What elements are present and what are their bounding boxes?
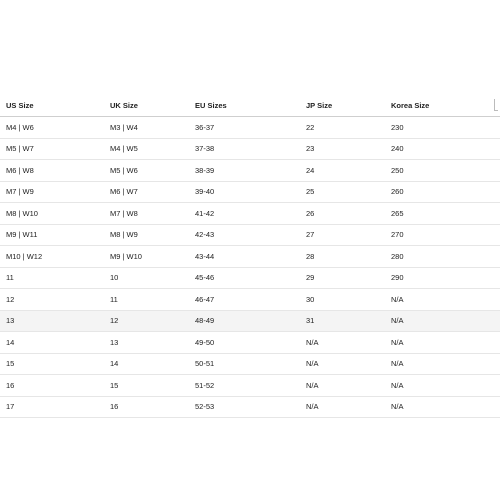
cell-uk-size: 13	[110, 332, 195, 354]
cell-korea-size: 290	[391, 267, 500, 289]
cell-us-size: M4 | W6	[0, 117, 110, 139]
column-header-uk-size: UK Size	[110, 94, 195, 117]
scroll-edge-indicator	[494, 99, 498, 111]
cell-eu-sizes: 50-51	[195, 353, 306, 375]
cell-uk-size: M7 | W8	[110, 203, 195, 225]
cell-eu-sizes: 52-53	[195, 396, 306, 418]
cell-eu-sizes: 42-43	[195, 224, 306, 246]
table-body	[0, 117, 500, 418]
table-row	[0, 396, 500, 418]
cell-jp-size: 22	[306, 117, 391, 139]
cell-eu-sizes: 45-46	[195, 267, 306, 289]
cell-jp-size: N/A	[306, 332, 391, 354]
cell-us-size: 13	[0, 310, 110, 332]
cell-jp-size: 28	[306, 246, 391, 268]
column-header-eu-sizes: EU Sizes	[195, 94, 306, 117]
cell-uk-size: M6 | W7	[110, 181, 195, 203]
cell-uk-size: 16	[110, 396, 195, 418]
cell-us-size: 14	[0, 332, 110, 354]
cell-uk-size: M9 | W10	[110, 246, 195, 268]
cell-us-size: 16	[0, 375, 110, 397]
cell-jp-size: 31	[306, 310, 391, 332]
cell-korea-size: N/A	[391, 375, 500, 397]
table-row	[0, 138, 500, 160]
cell-eu-sizes: 41-42	[195, 203, 306, 225]
column-header-jp-size: JP Size	[306, 94, 391, 117]
table-row	[0, 353, 500, 375]
cell-eu-sizes: 51-52	[195, 375, 306, 397]
table-row	[0, 332, 500, 354]
table-row	[0, 117, 500, 139]
cell-us-size: M9 | W11	[0, 224, 110, 246]
cell-jp-size: 30	[306, 289, 391, 311]
cell-jp-size: 27	[306, 224, 391, 246]
cell-uk-size: M3 | W4	[110, 117, 195, 139]
cell-us-size: M6 | W8	[0, 160, 110, 182]
cell-eu-sizes: 36-37	[195, 117, 306, 139]
cell-korea-size: N/A	[391, 289, 500, 311]
table-row	[0, 224, 500, 246]
cell-korea-size: 240	[391, 138, 500, 160]
column-header-us-size: US Size	[0, 94, 110, 117]
cell-korea-size: 265	[391, 203, 500, 225]
cell-uk-size: 14	[110, 353, 195, 375]
cell-uk-size: 10	[110, 267, 195, 289]
table-row	[0, 160, 500, 182]
cell-eu-sizes: 46-47	[195, 289, 306, 311]
cell-jp-size: N/A	[306, 353, 391, 375]
cell-eu-sizes: 37-38	[195, 138, 306, 160]
cell-jp-size: 29	[306, 267, 391, 289]
cell-us-size: 15	[0, 353, 110, 375]
cell-jp-size: N/A	[306, 375, 391, 397]
cell-uk-size: 15	[110, 375, 195, 397]
cell-us-size: 11	[0, 267, 110, 289]
cell-korea-size: N/A	[391, 310, 500, 332]
cell-jp-size: 25	[306, 181, 391, 203]
table-row	[0, 246, 500, 268]
cell-uk-size: M8 | W9	[110, 224, 195, 246]
cell-eu-sizes: 49-50	[195, 332, 306, 354]
header-row	[0, 94, 500, 117]
cell-us-size: M7 | W9	[0, 181, 110, 203]
cell-korea-size: N/A	[391, 396, 500, 418]
table-row	[0, 310, 500, 332]
table-row	[0, 181, 500, 203]
cell-eu-sizes: 38-39	[195, 160, 306, 182]
cell-korea-size: 230	[391, 117, 500, 139]
cell-eu-sizes: 43-44	[195, 246, 306, 268]
cell-uk-size: M5 | W6	[110, 160, 195, 182]
table-row	[0, 203, 500, 225]
cell-us-size: 12	[0, 289, 110, 311]
cell-jp-size: 24	[306, 160, 391, 182]
cell-us-size: M8 | W10	[0, 203, 110, 225]
table-row	[0, 289, 500, 311]
cell-korea-size: N/A	[391, 353, 500, 375]
cell-korea-size: 260	[391, 181, 500, 203]
table-header	[0, 94, 500, 117]
cell-korea-size: 280	[391, 246, 500, 268]
table-row	[0, 375, 500, 397]
cell-uk-size: 12	[110, 310, 195, 332]
cell-uk-size: M4 | W5	[110, 138, 195, 160]
cell-uk-size: 11	[110, 289, 195, 311]
cell-korea-size: 270	[391, 224, 500, 246]
cell-us-size: M10 | W12	[0, 246, 110, 268]
cell-korea-size: N/A	[391, 332, 500, 354]
cell-jp-size: 23	[306, 138, 391, 160]
column-header-korea-size: Korea Size	[391, 94, 500, 117]
size-conversion-table	[0, 94, 500, 418]
cell-jp-size: 26	[306, 203, 391, 225]
table-row	[0, 267, 500, 289]
cell-eu-sizes: 48-49	[195, 310, 306, 332]
cell-jp-size: N/A	[306, 396, 391, 418]
cell-korea-size: 250	[391, 160, 500, 182]
cell-us-size: 17	[0, 396, 110, 418]
cell-eu-sizes: 39-40	[195, 181, 306, 203]
cell-us-size: M5 | W7	[0, 138, 110, 160]
